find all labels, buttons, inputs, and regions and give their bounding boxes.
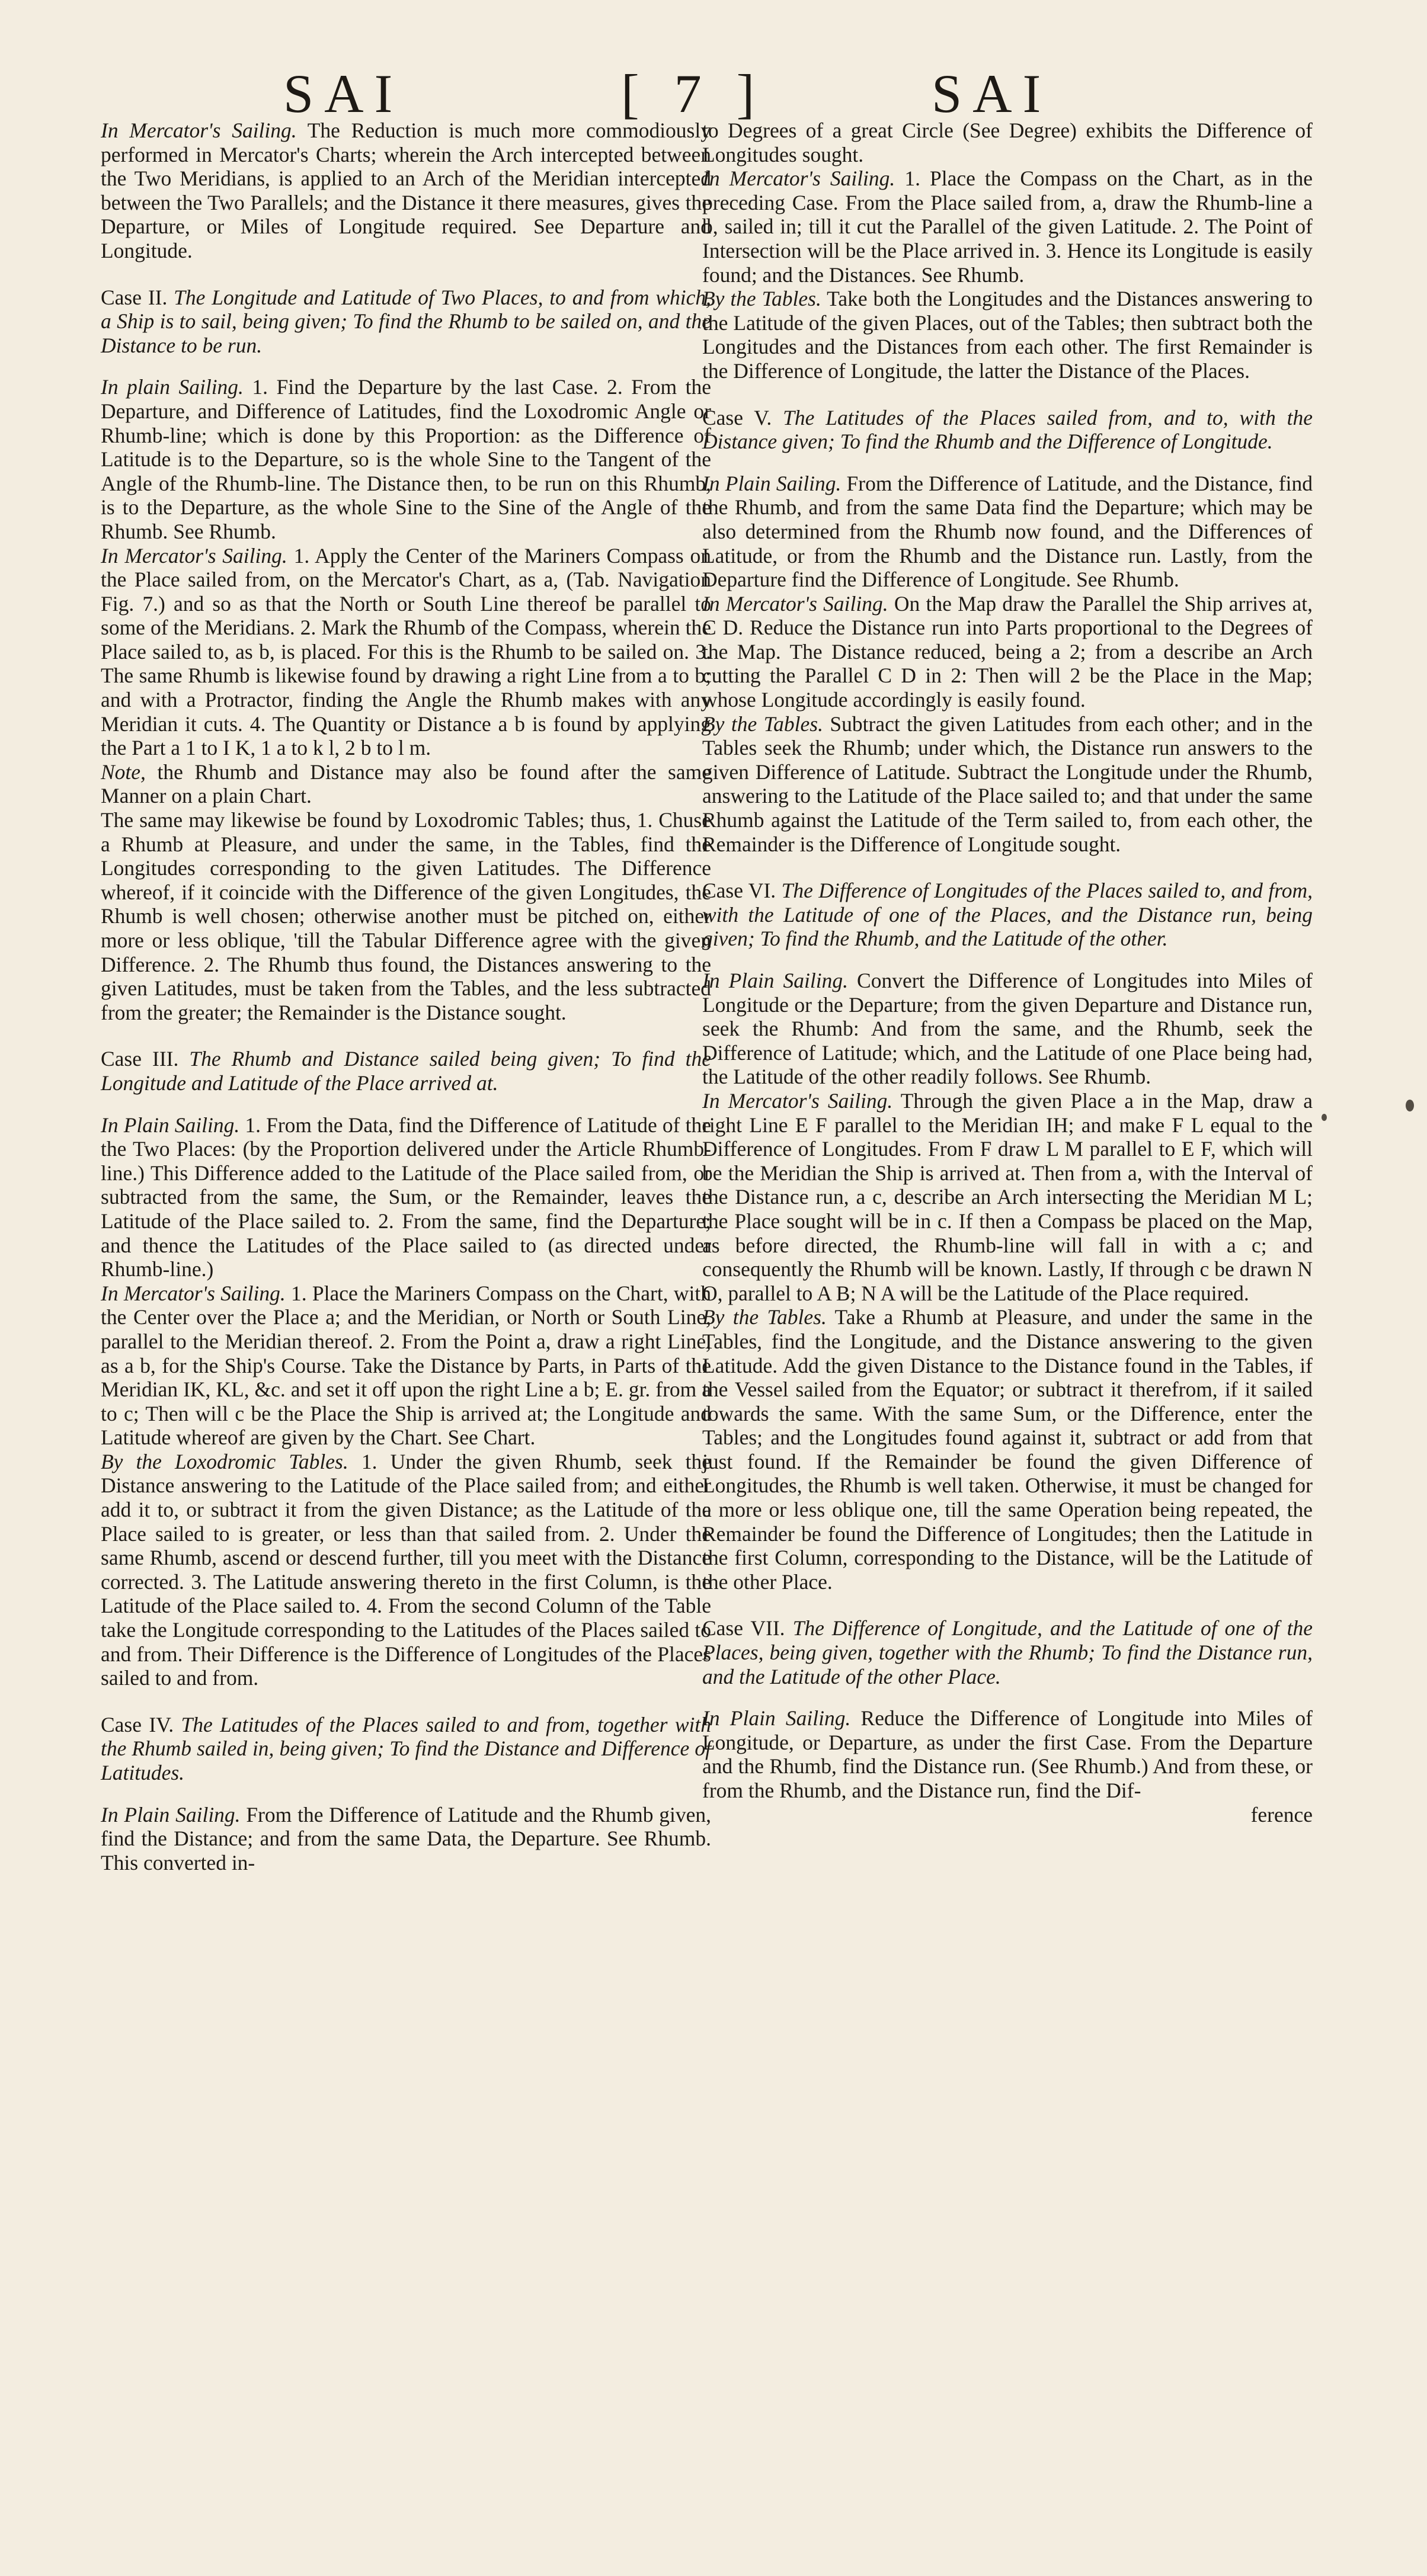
paragraph bbox=[702, 712, 1313, 857]
paragraph-lead: In Plain Sailing. bbox=[702, 471, 842, 495]
paragraph-text: 1. Place the Mariners Compass on the Chart, with the Center over the Place a; and the Meridian, or North or South Line, parallel to the Meridian thereof. 2. From the Point a, draw a right Line, as a b, for the Ship's Course. Take the Distance by Parts, in Parts of the Meridian IK, KL, &c. and set it off upon the right Line a b; E. gr. from a to c; Then will c be the Place the Ship is arrived at; the Longitude and Latitude whereof are given by the Chart. See Chart. bbox=[101, 1281, 711, 1450]
case-label: Case VII. bbox=[702, 1616, 785, 1641]
paragraph-lead: In Mercator's Sailing. bbox=[101, 118, 297, 142]
paragraph-text: From the Difference of Latitude, and the Distance, find the Rhumb, and from the same Data find the Departure; which may be also determined from the Rhumb now found, and the Differences of Latitude, or from the Rhumb and the Distance run. Lastly, from the Departure find the Difference of Longitude. See Rhumb. bbox=[702, 471, 1313, 592]
paragraph-text: The Reduction is much more commodiously performed in Mercator's Charts; wherein the Arch intercepted between the Two Meridians, is applied to an Arch of the Meridian intercepted between the Two Parallels; and the Distance it there measures, gives the Departure, or Miles of Longitude required. See Departure and Longitude. bbox=[101, 118, 711, 262]
case-title: The Difference of Longitudes of the Places sailed to, and from, with the Latitude of one of the Places, and the Distance run, being given; To find the Rhumb, and the Latitude of the other. bbox=[702, 879, 1313, 951]
case-label: Case V. bbox=[702, 405, 772, 430]
paragraph bbox=[101, 808, 711, 1024]
paragraph-text: the Rhumb and Distance may also be found after the same Manner on a plain Chart. bbox=[101, 760, 711, 808]
paragraph-text: Reduce the Difference of Longitude into Miles of Longitude, or Departure, as under the first Case. From the Departure and the Rhumb, find the Distance run. (See Rhumb.) And from these, or from the Rhumb, and the Distance run, find the Dif- bbox=[702, 1706, 1313, 1802]
paragraph-lead: By the Loxodromic Tables. bbox=[101, 1449, 348, 1473]
paragraph bbox=[702, 1706, 1313, 1802]
paragraph bbox=[101, 760, 711, 808]
paragraph-text: From the Difference of Latitude and the Rhumb given, find the Distance; and from the same Data, the Departure. See Rhumb. This converted in- bbox=[101, 1802, 711, 1875]
paragraph-text: 1. Find the Departure by the last Case. 2. From the Departure, and Difference of Latitudes, find the Loxodromic Angle or Rhumb-line; which is done by this Proportion: as the Difference of Latitude is to the Departure, so is the whole Sine to the Tangent of the Angle of the Rhumb-line. The Distance then, to be run on this Rhumb, is to the Departure, as the whole Sine to the Sine of the Angle of the Rhumb. See Rhumb. bbox=[101, 375, 711, 543]
case-heading bbox=[101, 1713, 711, 1785]
paragraph bbox=[702, 287, 1313, 383]
paragraph bbox=[101, 1450, 711, 1690]
case-title: The Longitude and Latitude of Two Places, to and from which, a Ship is to sail, being given; To find the Rhumb to be sailed on, and the Distance to be run. bbox=[101, 285, 712, 357]
paragraph bbox=[702, 166, 1313, 287]
paragraph-text: On the Map draw the Parallel the Ship arrives at, C D. Reduce the Distance run into Parts proportional to the Degrees of the Map. The Distance reduced, being a 2; from a describe an Arch cutting the Parallel C D in 2: Then will 2 be the Place in the Map; whose Longitude accordingly is easily found. bbox=[702, 591, 1313, 712]
case-title: The Latitudes of the Places sailed from, and to, with the Distance given; To find the Rhumb and the Difference of Longitude. bbox=[702, 405, 1313, 454]
paragraph bbox=[702, 1305, 1313, 1594]
paragraph-lead: By the Tables. bbox=[702, 712, 823, 736]
case-heading bbox=[702, 879, 1313, 951]
paragraph bbox=[702, 1089, 1313, 1305]
paragraph-lead: In Mercator's Sailing. bbox=[101, 543, 287, 568]
paragraph bbox=[702, 592, 1313, 712]
paragraph bbox=[101, 375, 711, 543]
paragraph bbox=[702, 118, 1313, 166]
paragraph-text: 1. Place the Compass on the Chart, as in the preceding Case. From the Place sailed from, a, draw the Rhumb-line a b, sailed in; till it cut the Parallel of the given Latitude. 2. The Point of Intersection will be the Place arrived in. 3. Hence its Longitude is easily found; and the Distances. See Rhumb. bbox=[702, 166, 1313, 287]
paragraph-lead: In Plain Sailing. bbox=[702, 1706, 851, 1731]
paragraph-lead: In Plain Sailing. bbox=[101, 1113, 240, 1137]
paragraph bbox=[702, 472, 1313, 592]
paragraph bbox=[101, 1803, 711, 1875]
paragraph-lead: In Plain Sailing. bbox=[702, 969, 848, 992]
running-head-left: SAI bbox=[283, 63, 404, 124]
page-number: [ 7 ] bbox=[621, 63, 766, 124]
paragraph bbox=[101, 1113, 711, 1281]
case-heading bbox=[101, 1047, 711, 1095]
paragraph-text: Through the given Place a in the Map, draw a right Line E F parallel to the Meridian IH; and make F L equal to the Difference of Longitudes. From F draw L M parallel to E F, which will be the Meridian the Ship is arrived at. Then from a, with the Interval of the Distance run, a c, describe an Arch intersecting the Meridian M L; the Place sought will be in c. If then a Compass be placed on the Map, as before directed, the Rhumb-line will fall in with a c; and consequently the Rhumb will be known. Lastly, If through c be drawn N O, parallel to A B; N A will be the Latitude of the Place required. bbox=[702, 1088, 1313, 1305]
case-heading bbox=[702, 1616, 1313, 1689]
paragraph-text: to Degrees of a great Circle (See Degree) exhibits the Difference of Longitudes sought. bbox=[702, 118, 1313, 166]
paragraph-lead: By the Tables. bbox=[702, 287, 821, 311]
paragraph-text: Convert the Difference of Longitudes into Miles of Longitude or the Departure; from the given Departure and Distance run, seek the Rhumb: And from the same, and the Rhumb, seek the Difference of Latitude; which, and the Latitude of one Place being had, the Latitude of the other readily follows. See Rhumb. bbox=[702, 969, 1313, 1089]
case-title: The Latitudes of the Places sailed to and from, together with the Rhumb sailed in, being given; To find the Distance and Difference of Latitudes. bbox=[101, 1712, 711, 1784]
catchword: ference bbox=[1250, 1802, 1313, 1827]
paragraph-text: Take a Rhumb at Pleasure, and under the same in the Tables, find the Longitude, and the Distance answering to the given Latitude. Add the given Distance to the Distance found in the Tables, if the Vessel sailed from the Equator; or subtract it therefrom, if it sailed towards the same. With the same Sum, or the Difference, enter the Tables; and the Longitudes found against it, subtract or add from that just found. If the Remainder be found the given Difference of Longitudes, the Rhumb is well taken. Otherwise, it must be changed for a more or less oblique one, till the same Operation being repeated, the Remainder be found the Difference of Longitudes; then the Latitude in the first Column, corresponding to the Distance, will be the Latitude of the other Place. bbox=[702, 1305, 1313, 1594]
paragraph-text: 1. From the Data, find the Difference of Latitude of the the Two Places: (by the Proportion delivered under the Article Rhumb-line.) This Difference added to the Latitude of the Place sailed from, or subtracted from the same, the Sum, or the Remainder, leaves the Latitude of the Place sailed to. 2. From the same, find the Departure; and thence the Latitudes of the Place sailed to (as directed under Rhumb-line.) bbox=[101, 1113, 711, 1281]
paragraph bbox=[101, 118, 711, 263]
case-heading bbox=[101, 286, 711, 358]
paragraph-lead: In Mercator's Sailing. bbox=[702, 591, 888, 616]
paragraph bbox=[101, 1281, 711, 1450]
paragraph-text: Take both the Longitudes and the Distances answering to the Latitude of the given Places, out of the Tables; then subtract both the Longitudes and the Distances from each other. The first Remainder is the Difference of Longitude, the latter the Distance of the Places. bbox=[702, 287, 1313, 383]
paragraph-text: 1. Under the given Rhumb, seek the Distance answering to the Latitude of the Place sailed from; and either add it to, or subtract it from the given Distance; as the Latitude of the Place sailed to is greater, or less than that sailed from. 2. Under the same Rhumb, ascend or descend further, till you meet with the Distance corrected. 3. The Latitude answering thereto in the first Column, is the Latitude of the Place sailed to. 4. From the second Column of the Table take the Longitude corresponding to the Latitudes of the Places sailed to and from. Their Difference is the Difference of Longitudes of the Places sailed to and from. bbox=[101, 1449, 711, 1690]
case-title: The Difference of Longitude, and the Latitude of one of the Places, being given, together with the Rhumb; To find the Distance run, and the Latitude of the other Place. bbox=[702, 1616, 1313, 1689]
case-label: Case II. bbox=[101, 285, 168, 309]
paragraph-lead: By the Tables. bbox=[702, 1305, 827, 1329]
paragraph-lead: In plain Sailing. bbox=[101, 375, 244, 399]
paragraph-lead: Note, bbox=[101, 760, 146, 784]
right-column bbox=[702, 118, 1313, 1827]
paragraph-lead: In Mercator's Sailing. bbox=[702, 1088, 893, 1113]
paragraph-text: The same may likewise be found by Loxodromic Tables; thus, 1. Chuse a Rhumb at Pleasure, and under the same, in the Tables, find the Longitudes corresponding to the given Latitudes. The Difference whereof, if it coincide with the Difference of the given Longitudes, the Rhumb is well chosen; otherwise another must be pitched on, either more or less oblique, 'till the Tabular Difference agree with the given Difference. 2. The Rhumb thus found, the Distances answering to the given Latitudes, must be taken from the Tables, and the less subtracted from the greater; the Remainder is the Distance sought. bbox=[101, 808, 711, 1024]
case-label: Case III. bbox=[101, 1047, 179, 1071]
paragraph-lead: In Mercator's Sailing. bbox=[702, 166, 895, 191]
ink-blot bbox=[1406, 1100, 1414, 1111]
left-column bbox=[101, 118, 711, 1875]
paragraph-text: 1. Apply the Center of the Mariners Compass on the Place sailed from, on the Mercator's Chart, as a, (Tab. Navigation Fig. 7.) and so as that the North or South Line thereof be parallel to some of the Meridians. 2. Mark the Rhumb of the Compass, wherein the Place sailed to, as b, is placed. For this is the Rhumb to be sailed on. 3. The same Rhumb is likewise found by drawing a right Line from a to b; and with a Protractor, finding the Angle the Rhumb makes with any Meridian it cuts. 4. The Quantity or Distance a b is found by applying the Part a 1 to I K, 1 a to k l, 2 b to l m. bbox=[101, 543, 711, 760]
case-label: Case VI. bbox=[702, 879, 776, 903]
case-label: Case IV. bbox=[101, 1712, 174, 1736]
paragraph bbox=[101, 544, 711, 760]
case-title: The Rhumb and Distance sailed being given; To find the Longitude and Latitude of the Place arrived at. bbox=[101, 1047, 711, 1095]
case-heading bbox=[702, 406, 1313, 454]
paragraph-text: Subtract the given Latitudes from each other; and in the Tables seek the Rhumb; under which, the Distance run answers to the given Difference of Latitude. Subtract the Longitude under the Rhumb, answering to the Latitude of the Place sailed to; and that under the same Rhumb against the Latitude of the Term sailed to, from each other, the Remainder is the Difference of Longitude sought. bbox=[702, 712, 1313, 856]
paragraph-lead: In Plain Sailing. bbox=[101, 1802, 241, 1827]
running-head-right: SAI bbox=[932, 63, 1052, 124]
ink-blot bbox=[1322, 1114, 1327, 1121]
paragraph-lead: In Mercator's Sailing. bbox=[101, 1281, 286, 1305]
paragraph bbox=[702, 969, 1313, 1089]
